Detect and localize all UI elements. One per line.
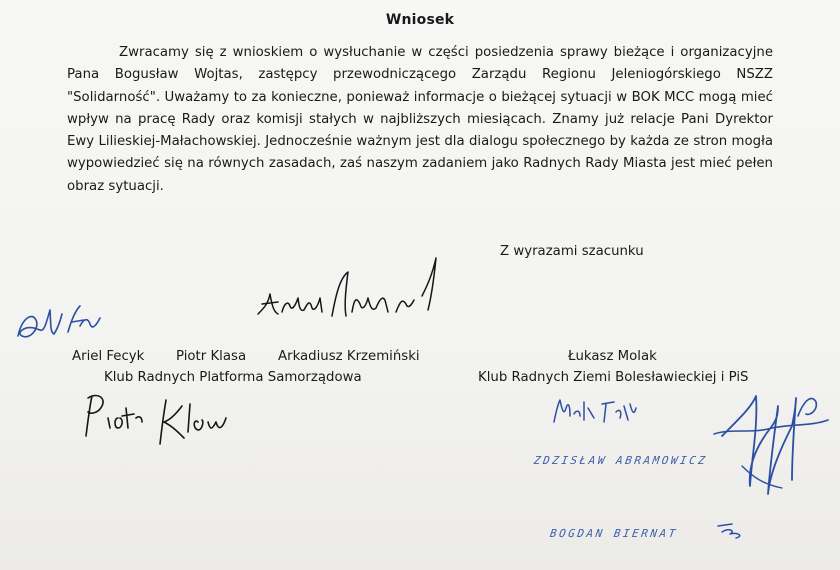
handwritten-name-abramowicz: ZDZISŁAW ABRAMOWICZ bbox=[533, 454, 709, 467]
signature-ariel-fecyk bbox=[10, 296, 110, 352]
signature-lukasz-molak bbox=[550, 394, 640, 430]
body-line: jest mieć pełen obraz sytuacji. bbox=[67, 156, 773, 194]
document-body bbox=[67, 42, 773, 198]
body-line: "Solidarność". Uważamy to za konieczne, ponieważ informacje o bieżącej sytuacji w BOK MCC mogą bbox=[67, 89, 737, 105]
body-line: mieć wpływ na pracę Rady oraz komisji stałych w najbliższych miesiącach. Znamy już relacje Pani bbox=[67, 89, 773, 127]
body-line: stron mogła wypowiedzieć się na równych zasadach, zaś naszym zadaniem jako Radnych Rady Miasta bbox=[67, 134, 773, 172]
signature-piotr-klasa bbox=[78, 388, 248, 448]
signature-large-blue bbox=[712, 376, 832, 506]
body-line: Dyrektor Ewy Lilieskiej-Małachowskiej. Jednocześnie ważnym jest dla dialogu społecznego by każda ze bbox=[67, 111, 774, 150]
handwritten-name-biernat: BOGDAN BIERNAT bbox=[549, 527, 679, 540]
signature-biernat-flourish bbox=[716, 518, 756, 542]
name-piotr-klasa: Piotr Klasa bbox=[176, 349, 247, 364]
body-line: Pana Bogusław Wojtas, zastępcy przewodniczącego Zarządu Regionu Jeleniogórskiego NSZZ bbox=[67, 67, 773, 83]
club-platforma-samorzadowa: Klub Radnych Platforma Samorządowa bbox=[104, 370, 362, 385]
body-line: Zwracamy się z wnioskiem o wysłuchanie w części posiedzenia sprawy bieżące i organizacyjne bbox=[119, 45, 773, 60]
name-ariel-fecyk: Ariel Fecyk bbox=[72, 349, 145, 364]
club-ziemi-boleslawieckiej: Klub Radnych Ziemi Bolesławieckiej i PiS bbox=[478, 370, 749, 385]
name-lukasz-molak: Łukasz Molak bbox=[568, 349, 657, 364]
closing-phrase: Z wyrazami szacunku bbox=[500, 244, 644, 259]
document-title: Wniosek bbox=[385, 12, 455, 28]
signature-arkadiusz-krzeminski bbox=[256, 254, 446, 334]
name-arkadiusz-krzeminski: Arkadiusz Krzemiński bbox=[278, 349, 420, 364]
